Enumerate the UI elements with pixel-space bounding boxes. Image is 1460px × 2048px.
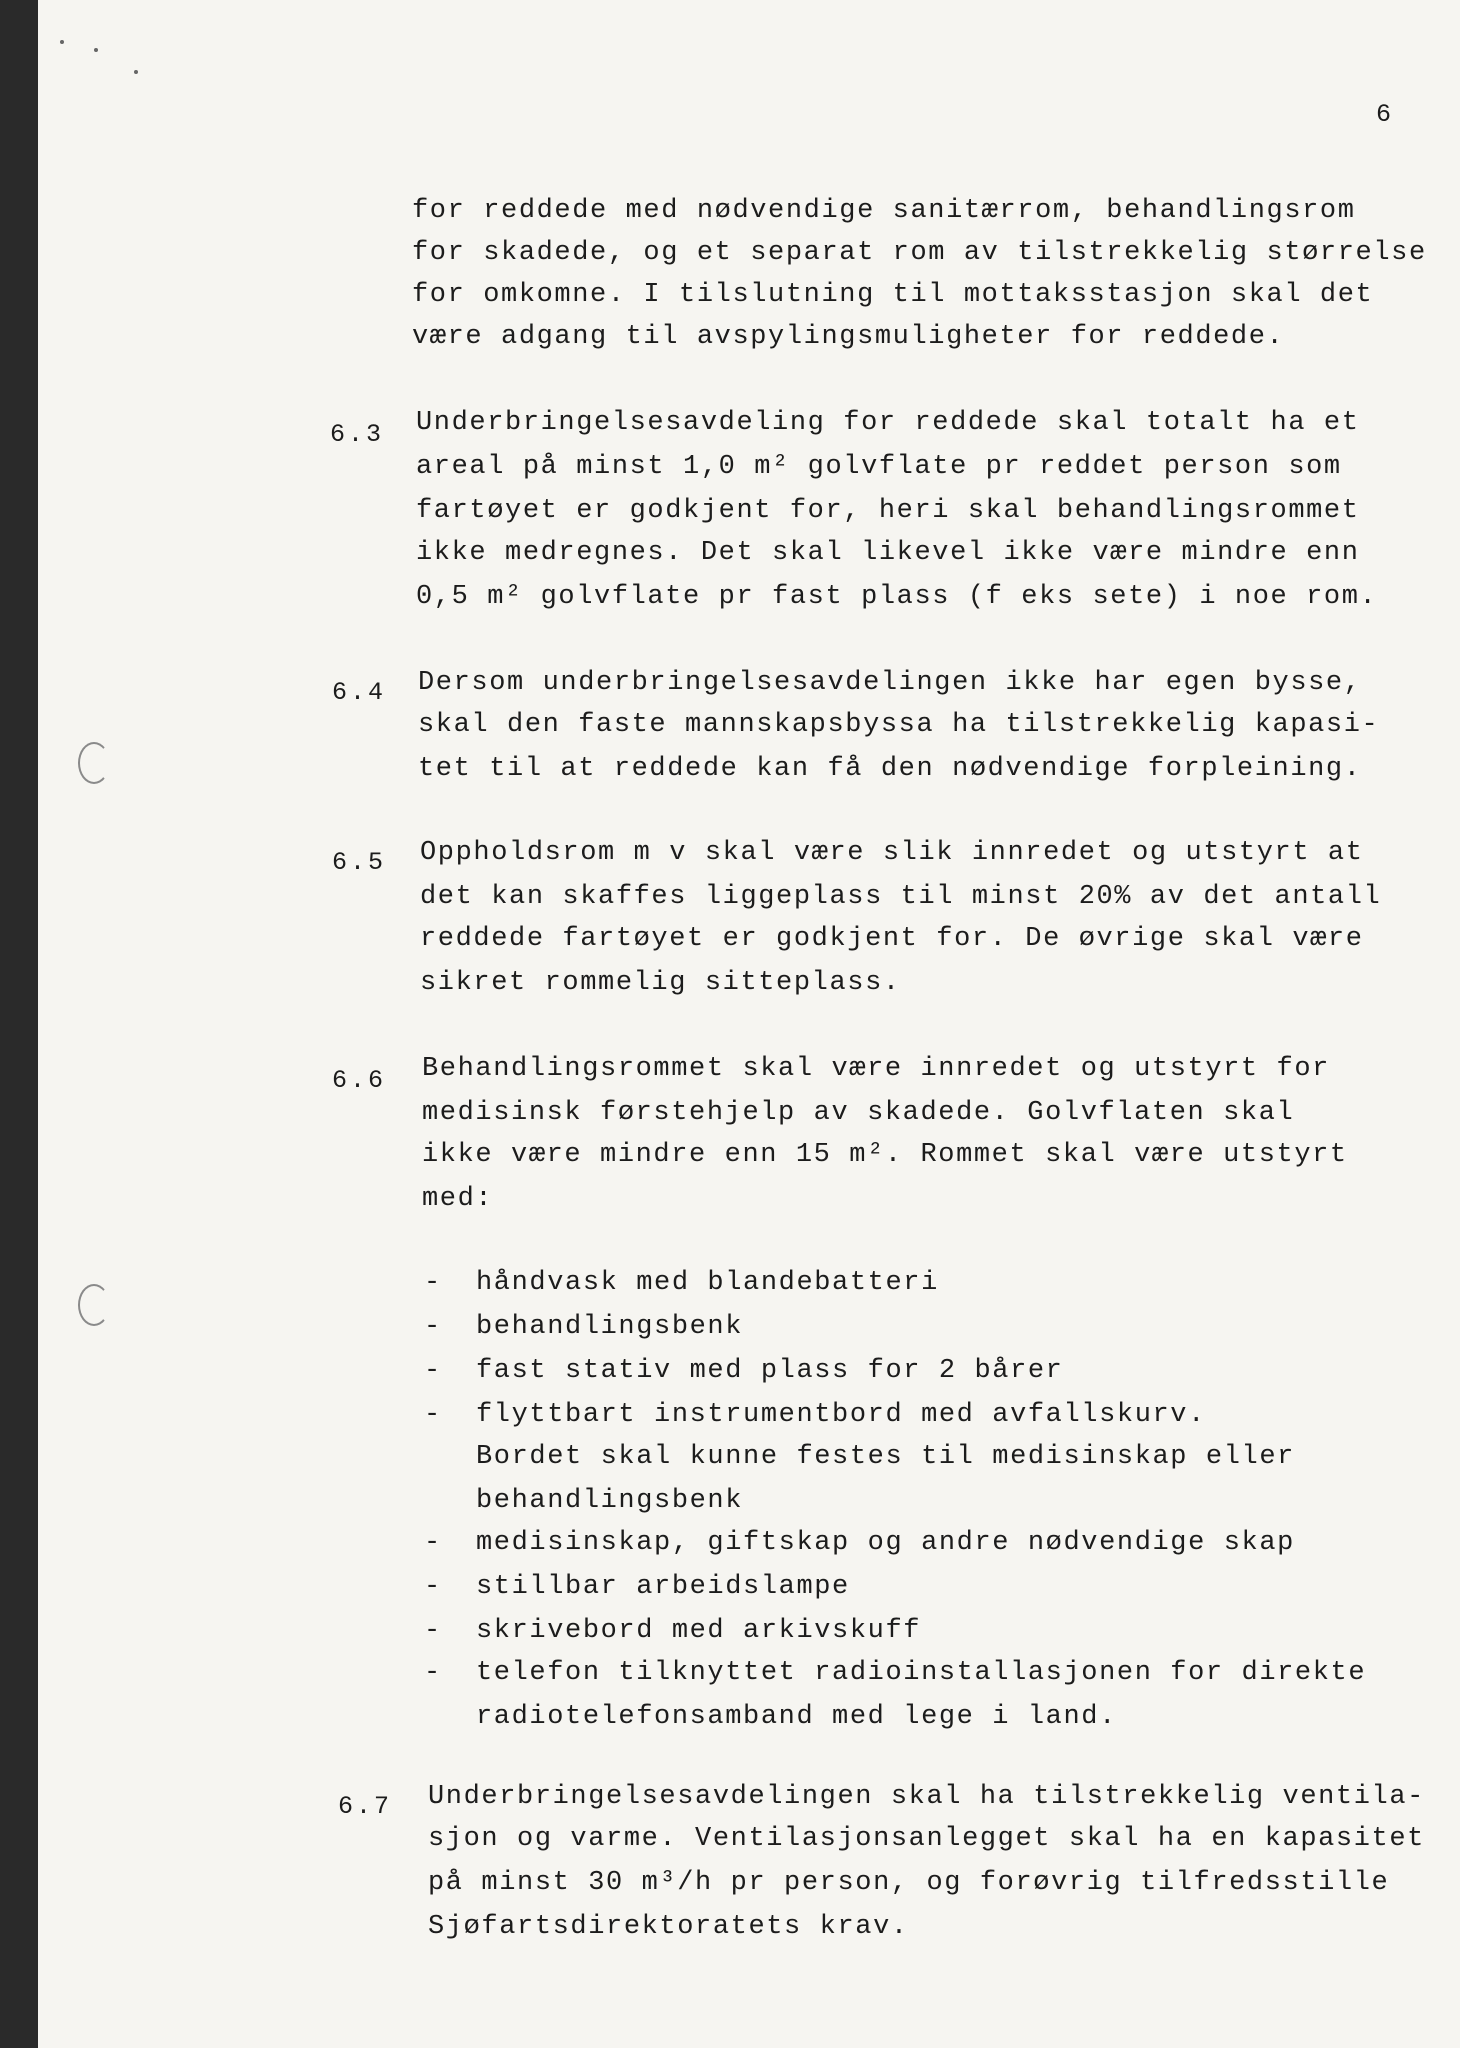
list-item-line: skrivebord med arkivskuff xyxy=(476,1616,922,1646)
list-dash: - xyxy=(424,1572,441,1602)
intro-line: for skadede, og et separat rom av tilstrekkelig størrelse xyxy=(412,238,1427,268)
list-item-line: fast stativ med plass for 2 bårer xyxy=(476,1356,1064,1386)
list-item-line: radiotelefonsamband med lege i land. xyxy=(476,1702,1117,1732)
list-item-line: telefon tilknyttet radioinstallasjonen for direkte xyxy=(476,1658,1367,1688)
list-dash: - xyxy=(424,1616,441,1646)
section-number: 6.7 xyxy=(338,1792,393,1821)
section-line: ikke medregnes. Det skal likevel ikke være mindre enn xyxy=(416,538,1360,568)
list-item-line: medisinskap, giftskap og andre nødvendige skap xyxy=(476,1528,1295,1558)
section-line: reddede fartøyet er godkjent for. De øvrige skal være xyxy=(420,924,1364,954)
section-line: tet til at reddede kan få den nødvendige forpleining. xyxy=(418,754,1362,784)
section-line: Underbringelsesavdeling for reddede skal totalt ha et xyxy=(416,408,1360,438)
list-item-line: behandlingsbenk xyxy=(476,1312,744,1342)
section-line: Oppholdsrom m v skal være slik innredet og utstyrt at xyxy=(420,838,1364,868)
section-number: 6.3 xyxy=(330,420,385,449)
section-line: 0,5 m² golvflate pr fast plass (f eks sete) i noe rom. xyxy=(416,582,1378,612)
list-dash: - xyxy=(424,1528,441,1558)
section-line: areal på minst 1,0 m² golvflate pr reddet person som xyxy=(416,452,1342,482)
punch-hole-mark xyxy=(78,1284,110,1326)
page-number: 6 xyxy=(1376,100,1392,129)
document-page xyxy=(38,0,1460,2048)
section-line: Underbringelsesavdelingen skal ha tilstrekkelig ventila- xyxy=(428,1782,1425,1812)
section-line: ikke være mindre enn 15 m². Rommet skal være utstyrt xyxy=(422,1140,1348,1170)
list-dash: - xyxy=(424,1658,441,1688)
punch-hole-mark xyxy=(78,742,110,784)
section-number: 6.6 xyxy=(332,1066,387,1095)
scan-speck xyxy=(134,70,138,74)
section-number: 6.5 xyxy=(332,848,387,877)
list-item-line: Bordet skal kunne festes til medisinskap eller xyxy=(476,1442,1295,1472)
section-line: sikret rommelig sitteplass. xyxy=(420,968,901,998)
list-dash: - xyxy=(424,1400,441,1430)
section-line: sjon og varme. Ventilasjonsanlegget skal ha en kapasitet xyxy=(428,1824,1425,1854)
list-item-line: håndvask med blandebatteri xyxy=(476,1268,939,1298)
section-line: Behandlingsrommet skal være innredet og utstyrt for xyxy=(422,1054,1330,1084)
list-item-line: stillbar arbeidslampe xyxy=(476,1572,850,1602)
section-number: 6.4 xyxy=(332,678,387,707)
intro-line: være adgang til avspylingsmuligheter for reddede. xyxy=(412,322,1285,352)
section-line: skal den faste mannskapsbyssa ha tilstrekkelig kapasi- xyxy=(418,710,1380,740)
list-item-line: behandlingsbenk xyxy=(476,1486,744,1516)
section-line: med: xyxy=(422,1184,494,1214)
scan-speck xyxy=(60,40,64,44)
section-line: fartøyet er godkjent for, heri skal behandlingsrommet xyxy=(416,496,1360,526)
list-dash: - xyxy=(424,1312,441,1342)
intro-line: for omkomne. I tilslutning til mottaksstasjon skal det xyxy=(412,280,1374,310)
intro-line: for reddede med nødvendige sanitærrom, behandlingsrom xyxy=(412,196,1356,226)
section-line: det kan skaffes liggeplass til minst 20% av det antall xyxy=(420,882,1382,912)
list-dash: - xyxy=(424,1356,441,1386)
section-line: på minst 30 m³/h pr person, og forøvrig tilfredsstille xyxy=(428,1868,1390,1898)
list-dash: - xyxy=(424,1268,441,1298)
scan-speck xyxy=(94,48,98,52)
list-item-line: flyttbart instrumentbord med avfallskurv. xyxy=(476,1400,1206,1430)
section-line: medisinsk førstehjelp av skadede. Golvflaten skal xyxy=(422,1098,1295,1128)
section-line: Sjøfartsdirektoratets krav. xyxy=(428,1912,909,1942)
section-line: Dersom underbringelsesavdelingen ikke har egen bysse, xyxy=(418,668,1362,698)
